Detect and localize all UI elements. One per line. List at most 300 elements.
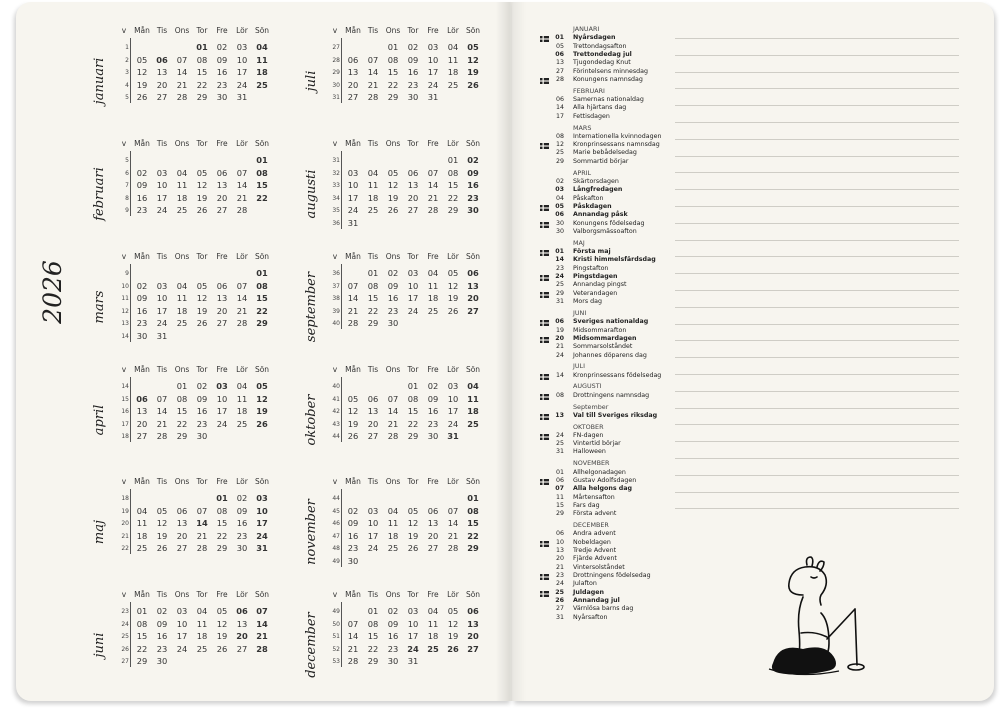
day-cell: 02 bbox=[216, 42, 228, 52]
holiday-name: Alla helgons dag bbox=[573, 485, 633, 493]
ruled-line bbox=[675, 256, 959, 257]
day-cell: 19 bbox=[447, 293, 459, 304]
day-cell: 17 bbox=[156, 305, 168, 316]
day-cell: 14 bbox=[236, 293, 248, 304]
day-cell: 07 bbox=[347, 280, 359, 291]
day-cell: 24 bbox=[156, 318, 168, 329]
week-number: 43 bbox=[332, 420, 340, 428]
weekday-header bbox=[118, 139, 273, 149]
day-cell: 03 bbox=[236, 42, 248, 52]
day-cell: 30 bbox=[136, 331, 148, 341]
day-cell: 09 bbox=[216, 54, 228, 65]
day-cell: 13 bbox=[407, 180, 419, 191]
week-row bbox=[345, 180, 490, 193]
day-cell: 24 bbox=[407, 305, 419, 316]
ruled-line bbox=[675, 458, 959, 459]
weekday-label: v bbox=[121, 590, 127, 599]
holiday-date: 04 bbox=[555, 194, 564, 202]
month-augusti bbox=[329, 139, 489, 239]
day-cell: 19 bbox=[407, 530, 419, 541]
month-heading-text: JULI bbox=[573, 362, 586, 371]
week-divider bbox=[341, 377, 342, 442]
day-cell: 10 bbox=[347, 180, 359, 191]
week-row bbox=[134, 205, 279, 218]
day-cell: 11 bbox=[256, 54, 268, 65]
weekday-header bbox=[118, 252, 273, 262]
month-maj bbox=[118, 477, 278, 577]
day-cell: 01 bbox=[387, 42, 399, 52]
week-divider bbox=[130, 151, 131, 216]
day-cell: 12 bbox=[447, 280, 459, 291]
day-cell: 23 bbox=[136, 318, 148, 329]
day-cell: 30 bbox=[156, 656, 168, 667]
ruled-line bbox=[675, 172, 959, 173]
month-name: december bbox=[304, 612, 319, 678]
day-cell: 07 bbox=[447, 505, 459, 516]
day-cell: 01 bbox=[447, 155, 459, 165]
day-cell: 02 bbox=[387, 606, 399, 616]
day-cell: 09 bbox=[427, 393, 439, 404]
day-cell: 15 bbox=[136, 631, 148, 642]
day-cell: 24 bbox=[347, 205, 359, 216]
week-row bbox=[134, 318, 279, 331]
day-cell: 13 bbox=[347, 67, 359, 78]
week-number: 49 bbox=[332, 558, 340, 565]
month-name: oktober bbox=[304, 394, 319, 446]
day-cell: 15 bbox=[176, 406, 188, 417]
day-cell: 22 bbox=[136, 643, 148, 654]
week-number: 33 bbox=[332, 182, 340, 190]
flag-day-icon bbox=[540, 414, 549, 420]
week-row bbox=[134, 606, 279, 619]
day-cell: 06 bbox=[467, 268, 479, 278]
week-divider bbox=[341, 264, 342, 329]
day-cell: 03 bbox=[367, 505, 379, 516]
holiday-name: Johannes döparens dag bbox=[573, 351, 647, 359]
day-cell: 09 bbox=[136, 293, 148, 304]
day-cell: 12 bbox=[447, 618, 459, 629]
day-cell: 17 bbox=[407, 293, 419, 304]
weekday-label: v bbox=[332, 365, 338, 374]
day-cell: 14 bbox=[387, 406, 399, 417]
week-row bbox=[134, 268, 279, 281]
day-cell: 01 bbox=[196, 42, 208, 52]
week-row bbox=[345, 506, 490, 519]
weekday-label: Mån bbox=[134, 26, 150, 35]
weekday-label: Tis bbox=[367, 477, 379, 486]
ruled-line bbox=[675, 441, 959, 442]
day-cell: 18 bbox=[447, 67, 459, 78]
week-number: 34 bbox=[332, 194, 340, 202]
day-cell: 22 bbox=[256, 192, 268, 203]
week-row bbox=[345, 155, 490, 168]
day-cell: 28 bbox=[196, 543, 208, 554]
holiday-date: 23 bbox=[555, 572, 564, 580]
weekday-label: Lör bbox=[236, 590, 248, 599]
weekday-label: Sön bbox=[465, 139, 481, 148]
day-cell: 15 bbox=[387, 67, 399, 78]
day-cell: 11 bbox=[447, 54, 459, 65]
holiday-name: Konungens namnsdag bbox=[573, 75, 643, 83]
holiday-name: Pingstdagen bbox=[573, 273, 618, 281]
day-cell: 29 bbox=[367, 656, 379, 667]
day-cell: 07 bbox=[176, 54, 188, 65]
day-cell: 22 bbox=[367, 643, 379, 654]
day-cell: 07 bbox=[256, 606, 268, 616]
day-cell: 14 bbox=[196, 518, 208, 529]
day-cell: 12 bbox=[387, 180, 399, 191]
week-number: 36 bbox=[332, 270, 340, 277]
week-number: 36 bbox=[332, 220, 340, 227]
weekday-label: Tor bbox=[196, 365, 208, 374]
holiday-date: 14 bbox=[555, 371, 564, 379]
day-cell: 26 bbox=[256, 418, 268, 429]
day-cell: 01 bbox=[176, 381, 188, 391]
holiday-name: Långfredagen bbox=[573, 186, 623, 194]
day-cell: 22 bbox=[447, 192, 459, 203]
day-cell: 30 bbox=[347, 556, 359, 566]
day-cell: 23 bbox=[196, 418, 208, 429]
ruled-line bbox=[675, 357, 959, 358]
week-number: 29 bbox=[332, 69, 340, 77]
day-cell: 09 bbox=[236, 505, 248, 516]
weekday-label: Fre bbox=[216, 477, 228, 486]
day-cell: 18 bbox=[427, 631, 439, 642]
flag-day-icon bbox=[540, 374, 549, 380]
week-number: 18 bbox=[121, 495, 129, 502]
week-row bbox=[134, 180, 279, 193]
day-cell: 14 bbox=[427, 180, 439, 191]
day-cell: 25 bbox=[367, 205, 379, 216]
day-cell: 16 bbox=[136, 192, 148, 203]
day-cell: 07 bbox=[367, 54, 379, 65]
day-cell: 18 bbox=[467, 406, 479, 417]
week-number: 2 bbox=[125, 56, 129, 64]
holiday-name: Fettisdagen bbox=[573, 112, 610, 120]
day-cell: 23 bbox=[407, 79, 419, 90]
weekday-label: Tor bbox=[407, 590, 419, 599]
day-cell: 03 bbox=[447, 381, 459, 391]
day-cell: 10 bbox=[367, 518, 379, 529]
month-name: november bbox=[304, 499, 319, 565]
day-cell: 19 bbox=[136, 79, 148, 90]
week-number: 23 bbox=[121, 608, 129, 615]
day-cell: 06 bbox=[216, 280, 228, 291]
day-cell: 27 bbox=[216, 205, 228, 216]
flag-day-icon bbox=[540, 394, 549, 400]
day-cell: 20 bbox=[467, 293, 479, 304]
day-cell: 02 bbox=[136, 167, 148, 178]
month-juni bbox=[118, 590, 278, 690]
day-cell: 17 bbox=[236, 67, 248, 78]
week-row bbox=[134, 306, 279, 319]
day-cell: 09 bbox=[347, 518, 359, 529]
day-cell: 01 bbox=[407, 381, 419, 391]
holiday-date: 13 bbox=[555, 59, 564, 67]
day-cell: 26 bbox=[347, 431, 359, 442]
week-number: 40 bbox=[332, 320, 340, 328]
weekday-header bbox=[329, 590, 484, 600]
day-cell: 30 bbox=[387, 656, 399, 667]
day-cell: 09 bbox=[467, 167, 479, 178]
month-name: januari bbox=[92, 57, 107, 105]
weekday-label: Lör bbox=[447, 26, 459, 35]
day-cell: 02 bbox=[136, 280, 148, 291]
weekday-label: Fre bbox=[427, 26, 439, 35]
week-divider bbox=[341, 489, 342, 567]
weekday-label: v bbox=[121, 365, 127, 374]
day-cell: 24 bbox=[427, 79, 439, 90]
day-cell: 19 bbox=[196, 305, 208, 316]
day-cell: 23 bbox=[427, 418, 439, 429]
holiday-date: 25 bbox=[555, 149, 564, 157]
weekday-label: Tor bbox=[196, 139, 208, 148]
flag-day-icon bbox=[540, 205, 549, 211]
day-cell: 28 bbox=[236, 318, 248, 329]
week-number: 27 bbox=[121, 658, 129, 666]
day-cell: 05 bbox=[447, 268, 459, 278]
holiday-date: 27 bbox=[555, 605, 564, 613]
month-juli bbox=[329, 26, 489, 126]
day-cell: 04 bbox=[256, 42, 268, 52]
weekday-header bbox=[118, 477, 273, 487]
day-cell: 21 bbox=[347, 305, 359, 316]
day-cell: 23 bbox=[236, 530, 248, 541]
holiday-date: 31 bbox=[555, 298, 564, 306]
day-cell: 12 bbox=[407, 518, 419, 529]
holiday-date: 29 bbox=[555, 510, 564, 518]
week-row bbox=[345, 419, 490, 432]
day-cell: 17 bbox=[447, 406, 459, 417]
week-number: 18 bbox=[121, 433, 129, 441]
holiday-name: Gustav Adolfsdagen bbox=[573, 476, 637, 484]
day-cell: 28 bbox=[347, 656, 359, 667]
week-number: 52 bbox=[332, 645, 340, 653]
day-cell: 28 bbox=[156, 431, 168, 442]
holiday-name: Tredje Advent bbox=[573, 547, 617, 554]
week-number: 9 bbox=[125, 270, 129, 277]
weekday-label: Mån bbox=[345, 139, 361, 148]
week-number: 37 bbox=[332, 282, 340, 290]
week-row bbox=[134, 406, 279, 419]
week-row bbox=[345, 431, 490, 444]
day-cell: 04 bbox=[136, 505, 148, 516]
day-cell: 09 bbox=[407, 54, 419, 65]
day-cell: 13 bbox=[467, 280, 479, 291]
month-april bbox=[118, 365, 278, 465]
day-cell: 19 bbox=[387, 192, 399, 203]
day-cell: 11 bbox=[427, 280, 439, 291]
day-cell: 08 bbox=[367, 280, 379, 291]
day-cell: 22 bbox=[367, 305, 379, 316]
week-row bbox=[345, 406, 490, 419]
day-cell: 11 bbox=[176, 293, 188, 304]
holiday-name: Julafton bbox=[573, 580, 597, 588]
weekday-label: Tor bbox=[407, 477, 419, 486]
week-number: 19 bbox=[121, 507, 129, 515]
day-cell: 03 bbox=[256, 493, 268, 503]
holiday-name: Skärtorsdagen bbox=[573, 177, 619, 185]
week-number: 32 bbox=[332, 169, 340, 177]
week-number: 24 bbox=[121, 620, 129, 628]
day-cell: 05 bbox=[136, 54, 148, 65]
year-title: 2026 bbox=[37, 260, 67, 324]
week-number: 1 bbox=[125, 44, 129, 51]
holiday-name: Drottningens namnsdag bbox=[573, 391, 650, 399]
ruled-line bbox=[675, 240, 959, 241]
week-number: 49 bbox=[332, 608, 340, 615]
day-cell: 05 bbox=[216, 606, 228, 616]
day-cell: 23 bbox=[467, 192, 479, 203]
week-row bbox=[134, 531, 279, 544]
month-name: juni bbox=[92, 632, 107, 658]
week-number: 17 bbox=[121, 420, 129, 428]
weekday-label: Ons bbox=[385, 139, 401, 148]
holiday-date: 31 bbox=[555, 448, 564, 456]
day-cell: 12 bbox=[256, 393, 268, 404]
week-number: 25 bbox=[121, 633, 129, 641]
holiday-name: Nyårsafton bbox=[573, 613, 608, 621]
day-cell: 27 bbox=[407, 205, 419, 216]
flag-day-icon bbox=[540, 479, 549, 485]
day-cell: 09 bbox=[136, 180, 148, 191]
month-name: augusti bbox=[304, 169, 319, 219]
holiday-name: Första advent bbox=[573, 510, 617, 518]
day-cell: 16 bbox=[467, 180, 479, 191]
week-row bbox=[345, 168, 490, 181]
week-number: 7 bbox=[125, 182, 129, 190]
day-cell: 10 bbox=[407, 618, 419, 629]
day-cell: 22 bbox=[196, 79, 208, 90]
day-cell: 05 bbox=[407, 505, 419, 516]
weekday-label: Mån bbox=[345, 477, 361, 486]
day-cell: 05 bbox=[347, 393, 359, 404]
week-row bbox=[345, 531, 490, 544]
week-row bbox=[345, 281, 490, 294]
weekday-label: Lör bbox=[236, 139, 248, 148]
day-cell: 12 bbox=[156, 518, 168, 529]
weekday-header bbox=[329, 139, 484, 149]
weekday-label: Tor bbox=[196, 477, 208, 486]
holiday-name: Annandag pingst bbox=[573, 281, 627, 289]
week-number: 26 bbox=[121, 645, 129, 653]
day-cell: 03 bbox=[427, 42, 439, 52]
ruled-line bbox=[675, 273, 959, 274]
day-cell: 21 bbox=[176, 79, 188, 90]
day-cell: 11 bbox=[387, 518, 399, 529]
day-cell: 28 bbox=[387, 431, 399, 442]
week-number: 50 bbox=[332, 620, 340, 628]
holiday-date: 25 bbox=[555, 588, 564, 596]
day-cell: 20 bbox=[427, 530, 439, 541]
day-cell: 03 bbox=[407, 606, 419, 616]
month-heading-text: September bbox=[573, 402, 609, 411]
day-cell: 02 bbox=[427, 381, 439, 391]
weekday-label: Fre bbox=[427, 590, 439, 599]
day-cell: 12 bbox=[216, 618, 228, 629]
week-row bbox=[345, 381, 490, 394]
weekday-label: v bbox=[121, 252, 127, 261]
day-cell: 30 bbox=[467, 205, 479, 216]
day-cell: 27 bbox=[176, 543, 188, 554]
day-cell: 14 bbox=[447, 518, 459, 529]
day-cell: 23 bbox=[136, 205, 148, 216]
day-cell: 25 bbox=[427, 643, 439, 654]
weekday-label: Lör bbox=[447, 252, 459, 261]
month-januari bbox=[118, 26, 278, 126]
day-cell: 02 bbox=[467, 155, 479, 165]
holiday-name: Fjärde Advent bbox=[573, 555, 617, 563]
holiday-date: 05 bbox=[555, 42, 564, 50]
day-cell: 29 bbox=[467, 543, 479, 554]
flag-day-icon bbox=[540, 78, 549, 84]
week-row bbox=[134, 80, 279, 93]
weekday-header bbox=[118, 590, 273, 600]
day-cell: 21 bbox=[256, 631, 268, 642]
day-cell: 21 bbox=[156, 418, 168, 429]
weekday-label: v bbox=[121, 477, 127, 486]
week-divider bbox=[130, 38, 131, 103]
day-cell: 06 bbox=[236, 606, 248, 616]
day-cell: 07 bbox=[196, 505, 208, 516]
week-number: 15 bbox=[121, 395, 129, 403]
day-cell: 19 bbox=[447, 631, 459, 642]
holiday-name: Värnlösa barns dag bbox=[573, 605, 634, 613]
day-cell: 31 bbox=[156, 331, 168, 341]
day-cell: 20 bbox=[156, 79, 168, 90]
day-cell: 12 bbox=[136, 67, 148, 78]
day-cell: 27 bbox=[467, 305, 479, 316]
day-cell: 03 bbox=[216, 381, 228, 391]
day-cell: 08 bbox=[256, 280, 268, 291]
day-cell: 14 bbox=[256, 618, 268, 629]
holiday-date: 24 bbox=[555, 351, 564, 359]
day-cell: 19 bbox=[256, 406, 268, 417]
day-cell: 06 bbox=[467, 606, 479, 616]
day-cell: 17 bbox=[216, 406, 228, 417]
day-cell: 26 bbox=[216, 643, 228, 654]
ruled-line bbox=[675, 374, 959, 375]
day-cell: 19 bbox=[347, 418, 359, 429]
weekday-label: Fre bbox=[427, 252, 439, 261]
flag-day-icon bbox=[540, 143, 549, 149]
week-row bbox=[345, 543, 490, 556]
day-cell: 01 bbox=[467, 493, 479, 503]
day-cell: 18 bbox=[367, 192, 379, 203]
holiday-name: Andra advent bbox=[573, 530, 616, 538]
holiday-date: 27 bbox=[555, 67, 564, 75]
day-cell: 22 bbox=[407, 418, 419, 429]
day-cell: 29 bbox=[367, 318, 379, 329]
day-cell: 08 bbox=[407, 393, 419, 404]
holiday-date: 06 bbox=[555, 476, 564, 484]
ruled-line bbox=[675, 508, 959, 509]
week-row bbox=[345, 55, 490, 68]
week-row bbox=[134, 42, 279, 55]
ruled-line bbox=[675, 324, 959, 325]
week-row bbox=[134, 543, 279, 556]
day-cell: 13 bbox=[156, 67, 168, 78]
day-cell: 05 bbox=[447, 606, 459, 616]
holiday-date: 08 bbox=[555, 391, 564, 399]
weekday-label: Sön bbox=[465, 590, 481, 599]
holiday-date: 06 bbox=[555, 318, 564, 326]
week-row bbox=[134, 431, 279, 444]
weekday-label: Ons bbox=[385, 590, 401, 599]
week-divider bbox=[130, 602, 131, 667]
holiday-name: Halloween bbox=[573, 448, 606, 456]
day-cell: 04 bbox=[176, 280, 188, 291]
